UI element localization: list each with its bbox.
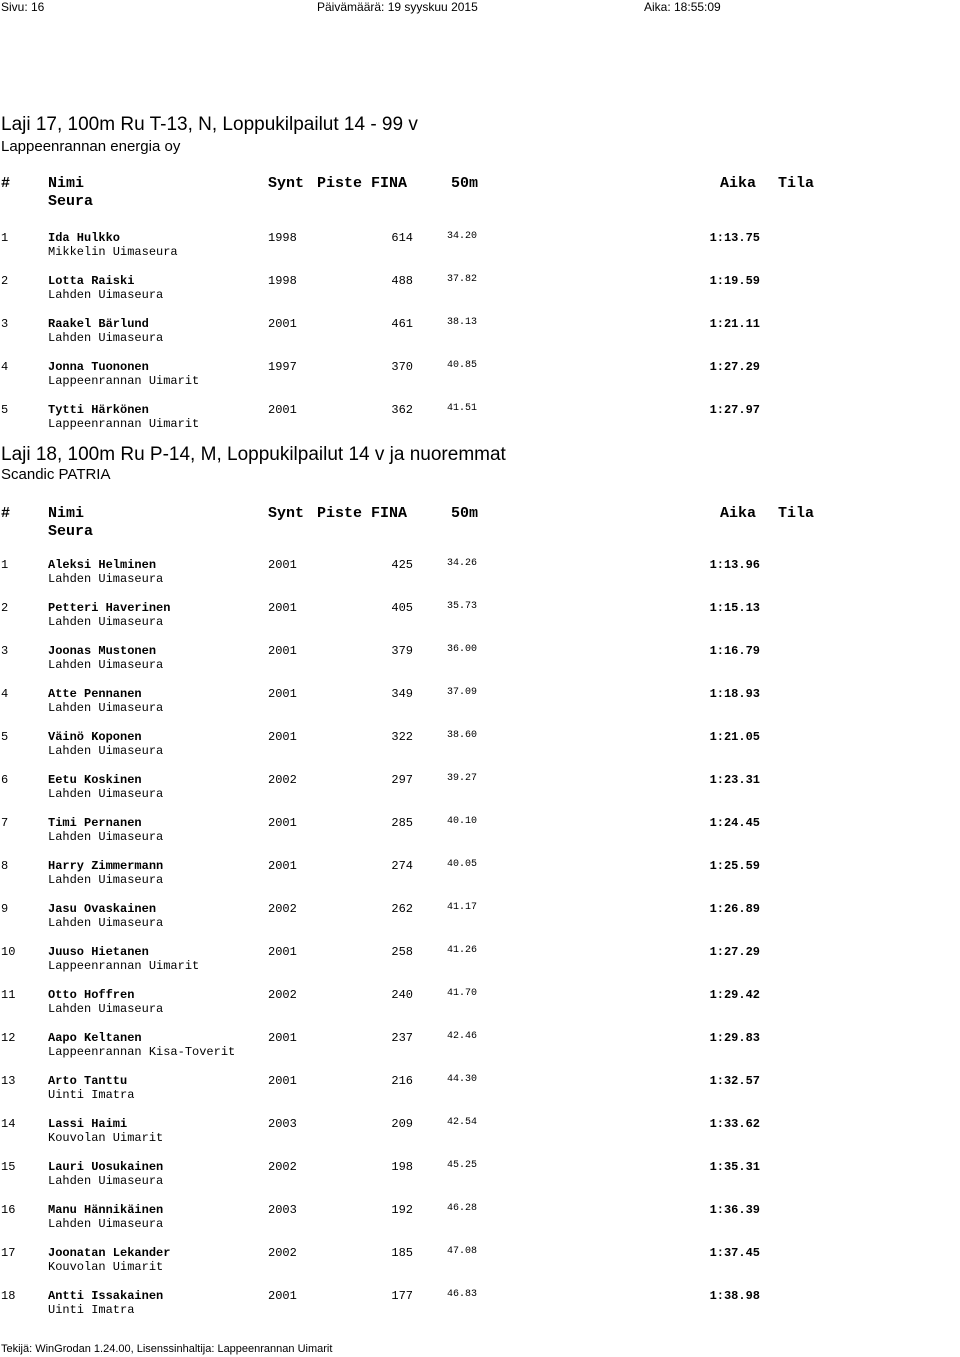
result-row <box>0 1031 960 1074</box>
result-club: Kouvolan Uimarit <box>48 1131 164 1145</box>
result-name: Timi Pernanen <box>48 816 142 830</box>
result-rank: 4 <box>1 360 9 374</box>
result-club: Kouvolan Uimarit <box>48 1260 164 1274</box>
result-time: 1:27.29 <box>709 945 760 959</box>
result-rank: 1 <box>1 231 9 245</box>
result-split: 41.26 <box>447 945 478 956</box>
result-name: Juuso Hietanen <box>48 945 149 959</box>
result-rank: 9 <box>1 902 9 916</box>
result-split: 34.26 <box>447 558 478 569</box>
result-row <box>0 231 960 274</box>
result-year: 2001 <box>268 644 297 658</box>
result-time: 1:32.57 <box>709 1074 760 1088</box>
result-rank: 1 <box>1 558 9 572</box>
column-status: Tila <box>778 505 815 522</box>
result-points: 209 <box>391 1117 413 1131</box>
result-time: 1:21.05 <box>709 730 760 744</box>
result-club: Lahden Uimaseura <box>48 830 164 844</box>
column-time: Aika <box>720 175 757 192</box>
result-points: 370 <box>391 360 413 374</box>
result-split: 38.13 <box>447 317 478 328</box>
result-points: 185 <box>391 1246 413 1260</box>
result-points: 349 <box>391 687 413 701</box>
result-split: 44.30 <box>447 1074 478 1085</box>
result-year: 2002 <box>268 1246 297 1260</box>
result-club: Lahden Uimaseura <box>48 1002 164 1016</box>
result-points: 614 <box>391 231 413 245</box>
result-club: Lahden Uimaseura <box>48 288 164 302</box>
result-time: 1:27.97 <box>709 403 760 417</box>
result-year: 2002 <box>268 988 297 1002</box>
result-points: 237 <box>391 1031 413 1045</box>
result-row <box>0 945 960 988</box>
result-split: 39.27 <box>447 773 478 784</box>
result-year: 1998 <box>268 274 297 288</box>
result-rank: 7 <box>1 816 9 830</box>
result-rank: 11 <box>1 988 16 1002</box>
column-year: Synt <box>268 505 305 522</box>
column-points: Piste FINA <box>317 505 408 522</box>
result-row <box>0 601 960 644</box>
result-rank: 2 <box>1 601 9 615</box>
result-year: 2001 <box>268 558 297 572</box>
result-club: Lahden Uimaseura <box>48 873 164 887</box>
result-rank: 6 <box>1 773 9 787</box>
result-name: Aapo Keltanen <box>48 1031 142 1045</box>
result-time: 1:18.93 <box>709 687 760 701</box>
result-name: Otto Hoffren <box>48 988 135 1002</box>
result-club: Lahden Uimaseura <box>48 744 164 758</box>
result-split: 45.25 <box>447 1160 478 1171</box>
result-row <box>0 730 960 773</box>
result-row <box>0 558 960 601</box>
result-rank: 4 <box>1 687 9 701</box>
result-year: 1997 <box>268 360 297 374</box>
result-club: Lahden Uimaseura <box>48 331 164 345</box>
result-name: Lassi Haimi <box>48 1117 128 1131</box>
result-rank: 13 <box>1 1074 16 1088</box>
result-time: 1:35.31 <box>709 1160 760 1174</box>
result-row <box>0 773 960 816</box>
result-time: 1:29.42 <box>709 988 760 1002</box>
column-points: Piste FINA <box>317 175 408 192</box>
result-name: Harry Zimmermann <box>48 859 164 873</box>
result-rank: 15 <box>1 1160 16 1174</box>
result-year: 2002 <box>268 902 297 916</box>
result-rank: 17 <box>1 1246 16 1260</box>
result-row <box>0 816 960 859</box>
print-date: Päivämäärä: 19 syyskuu 2015 <box>317 0 478 14</box>
result-time: 1:26.89 <box>709 902 760 916</box>
result-name: Ida Hulkko <box>48 231 121 245</box>
result-points: 425 <box>391 558 413 572</box>
result-points: 192 <box>391 1203 413 1217</box>
result-rank: 5 <box>1 403 9 417</box>
column-split: 50m <box>451 505 479 522</box>
result-split: 40.85 <box>447 360 478 371</box>
result-year: 2001 <box>268 687 297 701</box>
result-name: Eetu Koskinen <box>48 773 142 787</box>
event-sponsor: Scandic PATRIA <box>1 466 111 483</box>
result-row <box>0 1160 960 1203</box>
event-title: Laji 17, 100m Ru T-13, N, Loppukilpailut 14 - 99 v <box>1 114 418 135</box>
result-club: Mikkelin Uimaseura <box>48 245 178 259</box>
result-row <box>0 902 960 945</box>
result-points: 258 <box>391 945 413 959</box>
result-rank: 18 <box>1 1289 16 1303</box>
result-time: 1:33.62 <box>709 1117 760 1131</box>
result-points: 274 <box>391 859 413 873</box>
result-split: 41.70 <box>447 988 478 999</box>
result-club: Uinti Imatra <box>48 1303 135 1317</box>
result-split: 36.00 <box>447 644 478 655</box>
result-name: Joonatan Lekander <box>48 1246 171 1260</box>
result-year: 2001 <box>268 1289 297 1303</box>
result-points: 362 <box>391 403 413 417</box>
result-row <box>0 1203 960 1246</box>
result-row <box>0 687 960 730</box>
result-year: 2002 <box>268 1160 297 1174</box>
result-split: 46.28 <box>447 1203 478 1214</box>
result-rank: 16 <box>1 1203 16 1217</box>
result-name: Atte Pennanen <box>48 687 142 701</box>
result-year: 2001 <box>268 945 297 959</box>
result-club: Lahden Uimaseura <box>48 658 164 672</box>
result-name: Antti Issakainen <box>48 1289 164 1303</box>
result-rank: 3 <box>1 644 9 658</box>
result-points: 461 <box>391 317 413 331</box>
result-rank: 5 <box>1 730 9 744</box>
result-year: 2001 <box>268 859 297 873</box>
result-name: Väinö Koponen <box>48 730 142 744</box>
result-points: 297 <box>391 773 413 787</box>
result-name: Jonna Tuononen <box>48 360 149 374</box>
result-row <box>0 644 960 687</box>
result-club: Lahden Uimaseura <box>48 615 164 629</box>
result-year: 2001 <box>268 317 297 331</box>
result-name: Raakel Bärlund <box>48 317 149 331</box>
result-time: 1:21.11 <box>709 317 760 331</box>
result-club: Lahden Uimaseura <box>48 701 164 715</box>
result-time: 1:29.83 <box>709 1031 760 1045</box>
result-row <box>0 360 960 403</box>
result-row <box>0 988 960 1031</box>
result-club: Lahden Uimaseura <box>48 1174 164 1188</box>
column-club: Seura <box>48 193 94 210</box>
result-row <box>0 403 960 446</box>
column-rank: # <box>1 175 11 192</box>
result-rank: 10 <box>1 945 16 959</box>
result-year: 2001 <box>268 601 297 615</box>
result-name: Joonas Mustonen <box>48 644 157 658</box>
result-points: 216 <box>391 1074 413 1088</box>
result-split: 42.54 <box>447 1117 478 1128</box>
result-points: 198 <box>391 1160 413 1174</box>
result-year: 2001 <box>268 403 297 417</box>
result-split: 47.08 <box>447 1246 478 1257</box>
result-year: 2001 <box>268 816 297 830</box>
result-points: 379 <box>391 644 413 658</box>
result-club: Lappeenrannan Kisa-Toverit <box>48 1045 236 1059</box>
result-year: 2001 <box>268 730 297 744</box>
column-rank: # <box>1 505 11 522</box>
result-club: Lahden Uimaseura <box>48 1217 164 1231</box>
result-row <box>0 1246 960 1289</box>
result-row <box>0 317 960 360</box>
result-rank: 12 <box>1 1031 16 1045</box>
result-time: 1:25.59 <box>709 859 760 873</box>
result-club: Lahden Uimaseura <box>48 787 164 801</box>
result-points: 488 <box>391 274 413 288</box>
result-row <box>0 1289 960 1332</box>
result-name: Tytti Härkönen <box>48 403 149 417</box>
result-split: 35.73 <box>447 601 478 612</box>
page-number: Sivu: 16 <box>1 0 45 14</box>
result-split: 34.20 <box>447 231 478 242</box>
result-year: 2003 <box>268 1117 297 1131</box>
column-status: Tila <box>778 175 815 192</box>
result-name: Aleksi Helminen <box>48 558 157 572</box>
result-rank: 2 <box>1 274 9 288</box>
result-year: 1998 <box>268 231 297 245</box>
result-rank: 14 <box>1 1117 16 1131</box>
result-time: 1:24.45 <box>709 816 760 830</box>
event-sponsor: Lappeenrannan energia oy <box>1 138 181 155</box>
result-name: Arto Tanttu <box>48 1074 128 1088</box>
result-points: 177 <box>391 1289 413 1303</box>
result-time: 1:16.79 <box>709 644 760 658</box>
column-time: Aika <box>720 505 757 522</box>
result-time: 1:37.45 <box>709 1246 760 1260</box>
column-name: Nimi <box>48 175 85 192</box>
result-club: Lahden Uimaseura <box>48 572 164 586</box>
result-time: 1:13.96 <box>709 558 760 572</box>
result-name: Manu Hännikäinen <box>48 1203 164 1217</box>
result-split: 38.60 <box>447 730 478 741</box>
result-points: 240 <box>391 988 413 1002</box>
column-club: Seura <box>48 523 94 540</box>
result-club: Lappeenrannan Uimarit <box>48 959 200 973</box>
result-club: Lappeenrannan Uimarit <box>48 374 200 388</box>
result-row <box>0 859 960 902</box>
column-name: Nimi <box>48 505 85 522</box>
result-split: 40.10 <box>447 816 478 827</box>
result-year: 2001 <box>268 1074 297 1088</box>
result-split: 40.05 <box>447 859 478 870</box>
result-time: 1:38.98 <box>709 1289 760 1303</box>
result-split: 46.83 <box>447 1289 478 1300</box>
result-time: 1:15.13 <box>709 601 760 615</box>
result-points: 322 <box>391 730 413 744</box>
page-header <box>0 0 960 14</box>
result-split: 37.09 <box>447 687 478 698</box>
result-rank: 8 <box>1 859 9 873</box>
result-row <box>0 274 960 317</box>
result-time: 1:27.29 <box>709 360 760 374</box>
result-year: 2001 <box>268 1031 297 1045</box>
result-row <box>0 1074 960 1117</box>
result-time: 1:23.31 <box>709 773 760 787</box>
result-time: 1:19.59 <box>709 274 760 288</box>
result-points: 405 <box>391 601 413 615</box>
result-split: 41.17 <box>447 902 478 913</box>
result-points: 285 <box>391 816 413 830</box>
column-split: 50m <box>451 175 479 192</box>
result-year: 2002 <box>268 773 297 787</box>
result-split: 37.82 <box>447 274 478 285</box>
result-name: Petteri Haverinen <box>48 601 171 615</box>
result-club: Uinti Imatra <box>48 1088 135 1102</box>
result-name: Lauri Uosukainen <box>48 1160 164 1174</box>
result-year: 2003 <box>268 1203 297 1217</box>
print-time: Aika: 18:55:09 <box>644 0 721 14</box>
result-name: Lotta Raiski <box>48 274 135 288</box>
result-club: Lahden Uimaseura <box>48 916 164 930</box>
result-time: 1:13.75 <box>709 231 760 245</box>
page-footer: Tekijä: WinGrodan 1.24.00, Lisenssinhaltija: Lappeenrannan Uimarit <box>1 1343 333 1355</box>
result-points: 262 <box>391 902 413 916</box>
result-name: Jasu Ovaskainen <box>48 902 157 916</box>
result-split: 42.46 <box>447 1031 478 1042</box>
result-rank: 3 <box>1 317 9 331</box>
result-time: 1:36.39 <box>709 1203 760 1217</box>
result-row <box>0 1117 960 1160</box>
result-split: 41.51 <box>447 403 478 414</box>
column-year: Synt <box>268 175 305 192</box>
event-title: Laji 18, 100m Ru P-14, M, Loppukilpailut 14 v ja nuoremmat <box>1 444 506 465</box>
result-club: Lappeenrannan Uimarit <box>48 417 200 431</box>
